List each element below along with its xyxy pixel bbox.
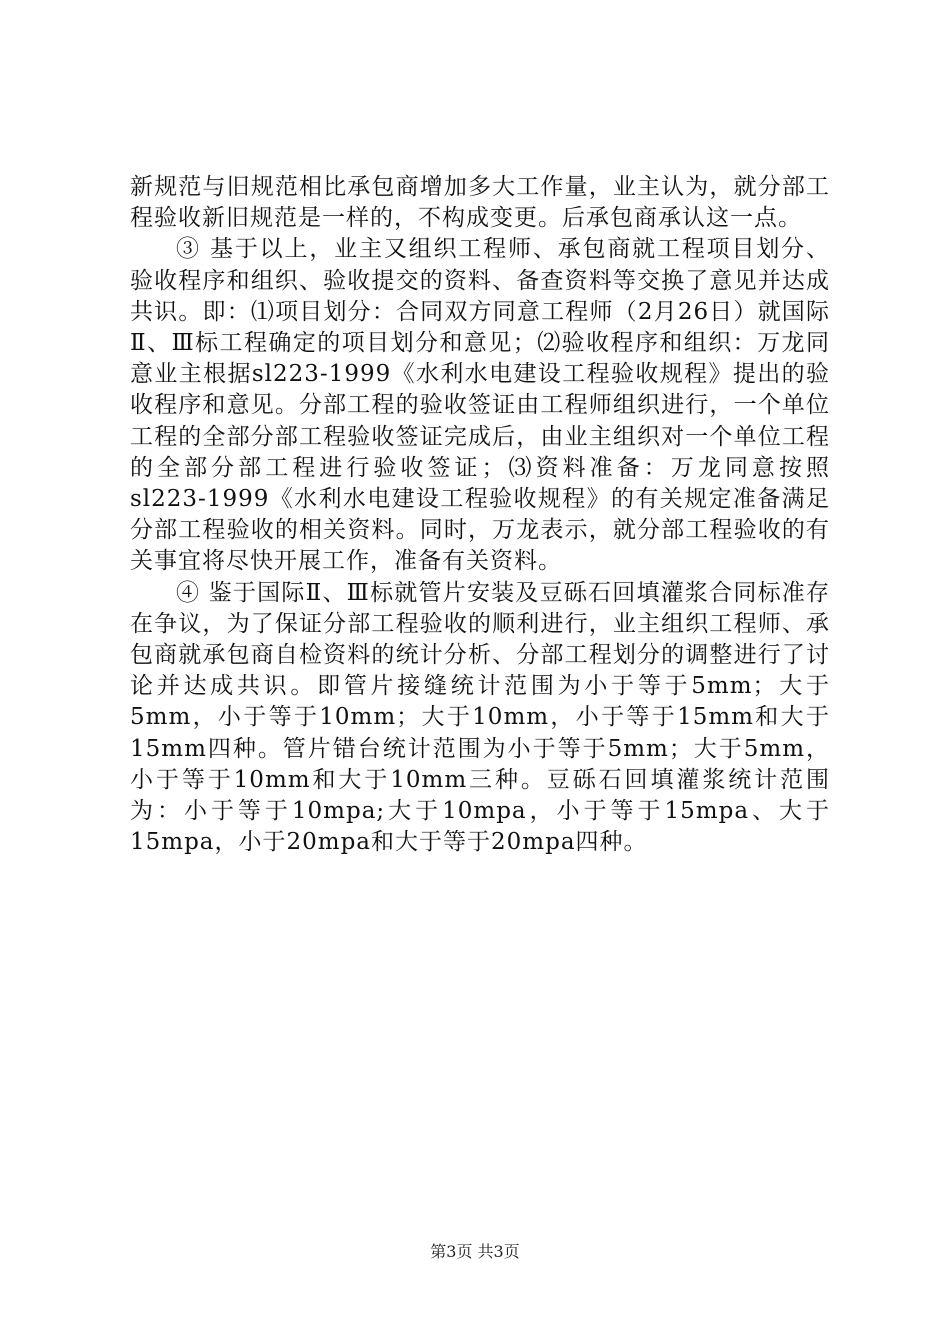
page-number-footer: 第3页 共3页 bbox=[430, 1242, 520, 1261]
paragraph-item-4: ④ 鉴于国际Ⅱ、Ⅲ标就管片安装及豆砾石回填灌浆合同标准存在争议，为了保证分部工程验收的顺利进行，业主组织工程师、承包商就承包商自检资料的统计分析、分部工程划分的调整进行了讨论并达成共识。即管片接缝统计范围为小于等于5mm；大于5mm，小于等于10mm；大于10mm，小于等于15mm和大于15mm四种。管片错台统计范围为小于等于5mm；大于5mm，小于等于10mm和大于10mm三种。豆砾石回填灌浆统计范围为：小于等于10mpa;大于10mpa，小于等于15mpa、大于15mpa，小于20mpa和大于等于20mpa四种。 bbox=[130, 579, 830, 856]
paragraph-item-3: ③ 基于以上，业主又组织工程师、承包商就工程项目划分、验收程序和组织、验收提交的资料、备查资料等交换了意见并达成共识。即：⑴项目划分：合同双方同意工程师（2月26日）就国际Ⅱ、Ⅲ标工程确定的项目划分和意见；⑵验收程序和组织：万龙同意业主根据sl223-1999《水利水电建设工程验收规程》提出的验收程序和意见。分部工程的验收签证由工程师组织进行，一个单位工程的全部分部工程验收签证完成后，由业主组织对一个单位工程的全部分部工程进行验收签证；⑶资料准备：万龙同意按照sl223-1999《水利水电建设工程验收规程》的有关规定准备满足分部工程验收的相关资料。同时，万龙表示，就分部工程验收的有关事宜将尽快开展工作，准备有关资料。 bbox=[130, 236, 830, 575]
document-body bbox=[130, 172, 830, 858]
paragraph-continuation: 新规范与旧规范相比承包商增加多大工作量，业主认为，就分部工程验收新旧规范是一样的，不构成变更。后承包商承认这一点。 bbox=[130, 174, 830, 232]
